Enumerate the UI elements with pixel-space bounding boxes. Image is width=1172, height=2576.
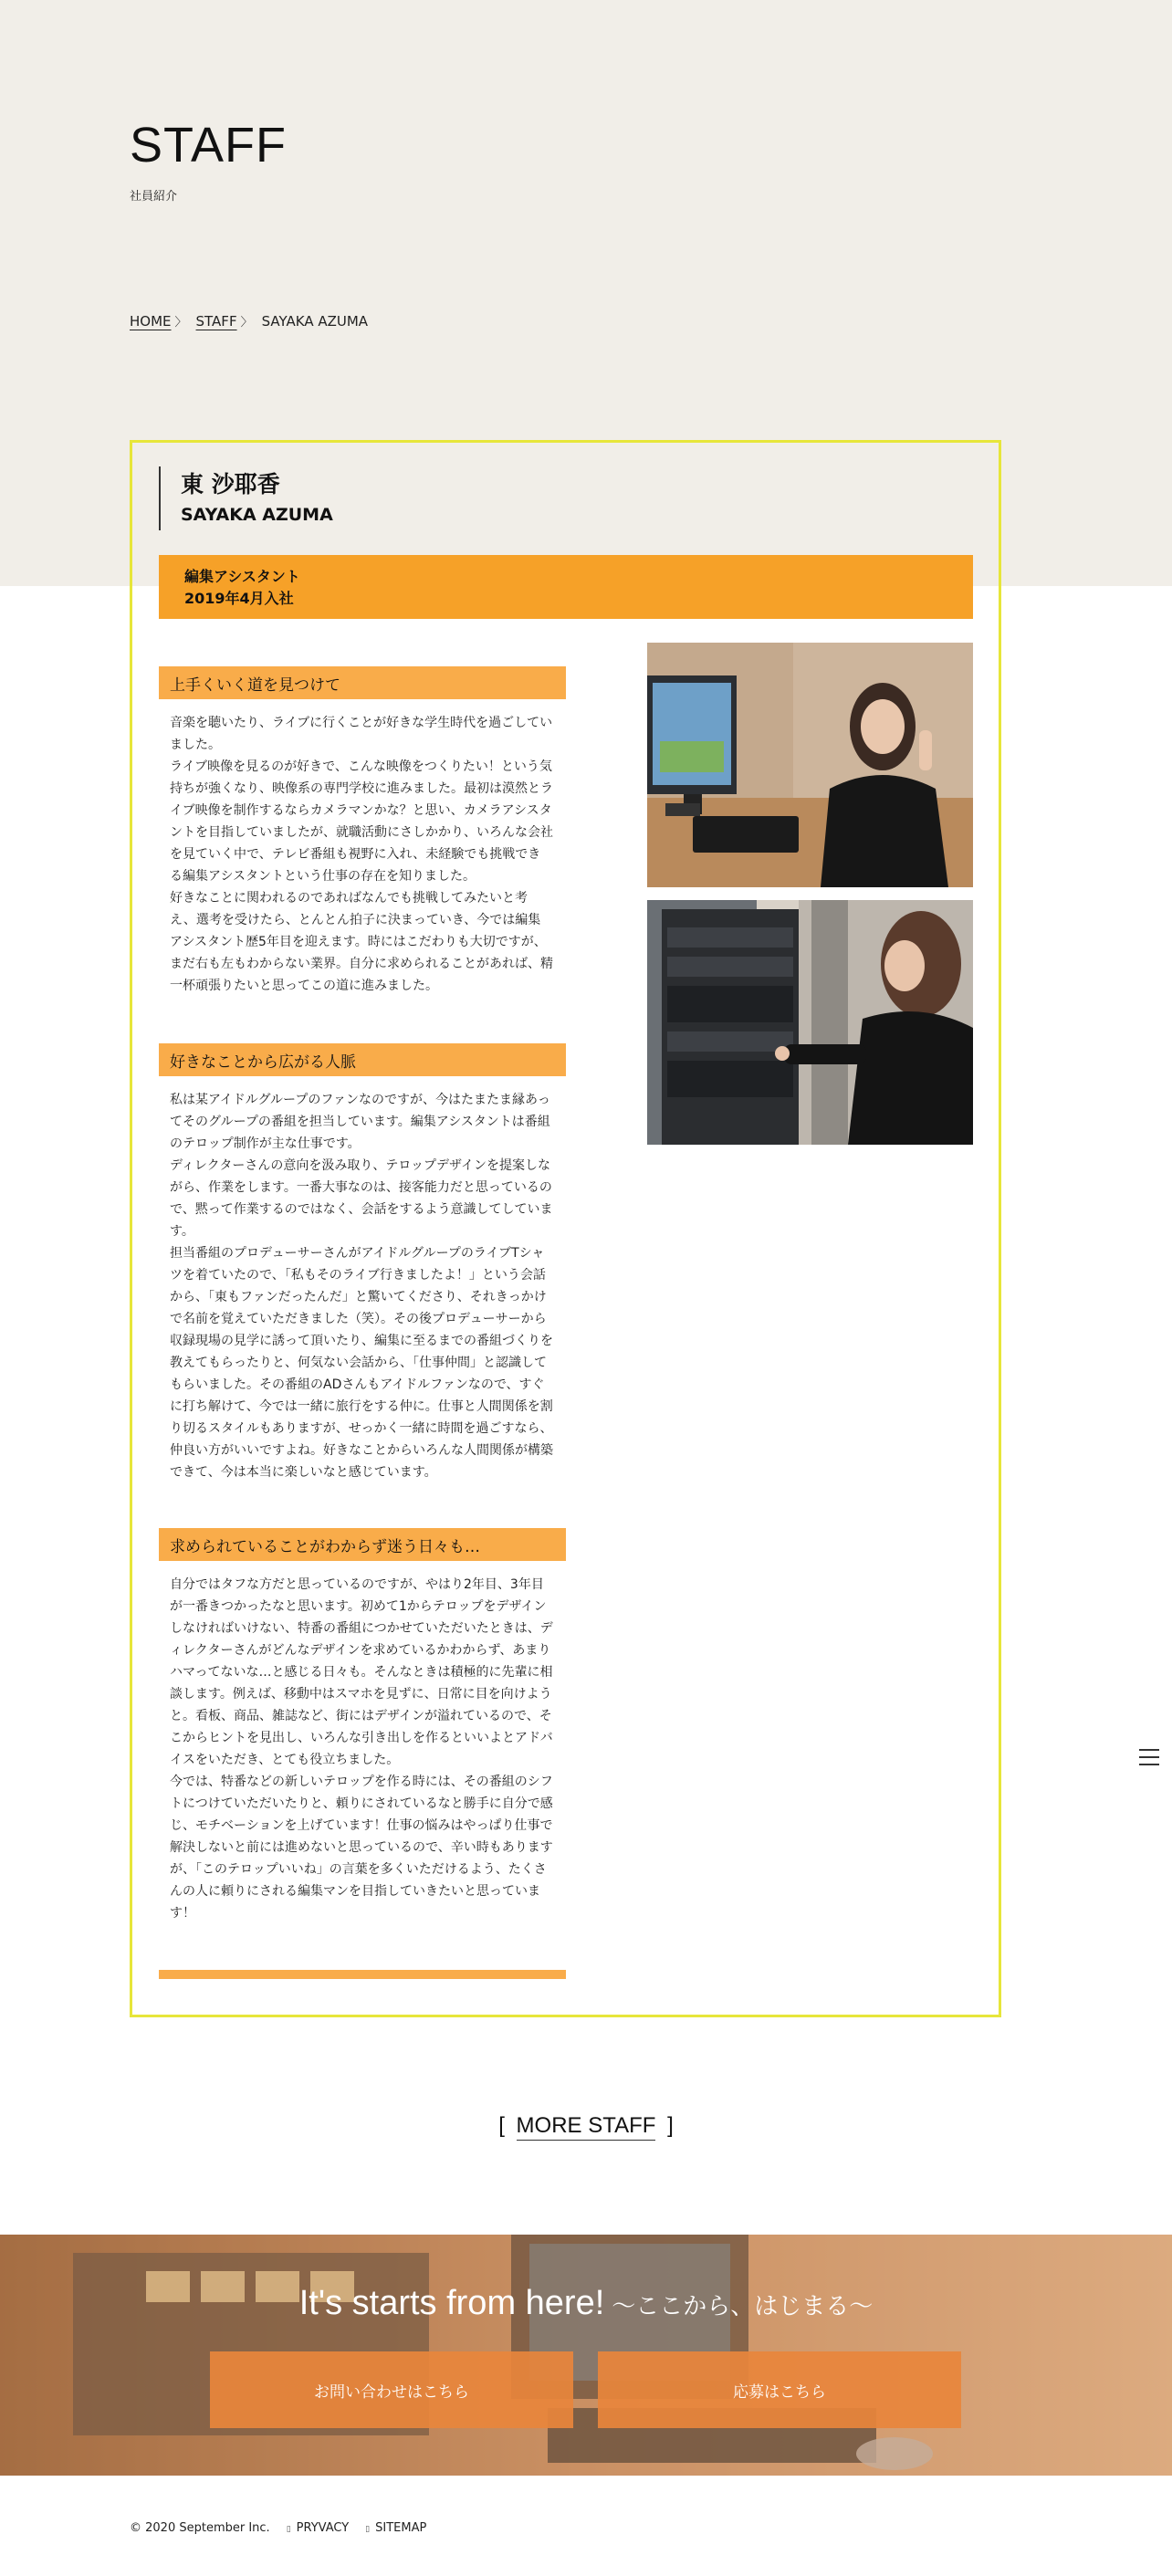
- footer-sitemap-link[interactable]: ▯ SITEMAP: [365, 2521, 426, 2535]
- cta-background-image: [0, 2235, 1172, 2476]
- page-subtitle: 社員紹介: [130, 190, 178, 204]
- breadcrumb-staff-link[interactable]: STAFF: [195, 312, 237, 330]
- footer: [130, 2521, 426, 2535]
- section-heading-1: 上手くいく道を見つけて: [159, 666, 566, 699]
- staff-photo-equipment-rack: [647, 900, 973, 1145]
- more-staff-link[interactable]: [0, 2113, 1172, 2139]
- staff-name-en: SAYAKA AZUMA: [181, 504, 333, 525]
- staff-photo-editing-desk: [647, 643, 973, 887]
- breadcrumb: [130, 312, 368, 330]
- section-end-rule: [159, 1970, 566, 1979]
- section-heading-3: 求められていることがわからず迷う日々も…: [159, 1528, 566, 1561]
- section-body-1: 音楽を聴いたり、ライブに行くことが好きな学生時代を過ごしていました。 ライブ映像を見るのが好きで、こんな映像をつくりたい！という気持ちが強くなり、映像系の専門学校に進みました。最初は漠然とライブ映像を制作するならカメラマンかな？と思い、カメラアシスタントを目指していましたが、就職活動にさしかかり、いろんな会社を見ていく中で、テレビ番組も視野に入れ、未経験でも挑戦できる編集アシスタントという仕事の存在を知りました。 好きなことに関われるのであればなんでも挑戦してみたいと考え、選考を受けたら、とんとん拍子に決まっていき、今では編集アシスタント歴5年目を迎えます。時にはこだわりも大切ですが、まだ右も左もわからない業界。自分に求められることがあれば、精一杯頑張りたいと思ってこの道に進みました。: [170, 716, 553, 993]
- cta-title: [0, 2284, 1172, 2323]
- staff-role: 編集アシスタント: [184, 568, 300, 585]
- section-heading-2: 好きなことから広がる人脈: [159, 1043, 566, 1076]
- apply-button[interactable]: 応募はこちら: [598, 2351, 961, 2428]
- staff-join-date: 2019年4月入社: [184, 590, 294, 607]
- staff-name-block: [159, 466, 333, 530]
- cta-title-en: It's starts from here!: [298, 2284, 605, 2322]
- more-staff-label[interactable]: MORE STAFF: [517, 2113, 656, 2141]
- breadcrumb-home-link[interactable]: HOME: [130, 312, 172, 330]
- footer-privacy-link[interactable]: ▯ PRYVACY: [287, 2521, 349, 2535]
- more-staff-close-bracket: ]: [667, 2113, 674, 2138]
- chevron-right-icon: 〉: [240, 316, 253, 330]
- section-body-3: 自分ではタフな方だと思っているのですが、やはり2年目、3年目が一番きつかったなと思います。初めて1からテロップをデザインしなければいけない、特番の番組につかせていただいたときは、ディレクターさんがどんなデザインを求めているかわからず、あまりハマってないな…と感じる日々も。そんなときは積極的に先輩に相談します。例えば、移動中はスマホを見ずに、日常に目を向けようと。看板、商品、雑誌など、街にはデザインが溢れているので、そこからヒントを見出し、いろんな引き出しを作るといいよとアドバイスをいただき、とても役立ちました。 今では、特番などの新しいテロップを作る時には、その番組のシフトにつけていただいたりと、頼りにされているなと勝手に自分で感じ、モチベーションを上げています！仕事の悩みはやっぱり仕事で解決しないと前には進めないと思っているので、辛い時もありますが、「このテロップいいね」の言葉を多くいただけるよう、たくさんの人に頼りにされる編集マンを目指していきたいと思っています！: [170, 1577, 553, 1921]
- page-title: STAFF: [130, 118, 287, 173]
- staff-role-bar: [159, 555, 973, 619]
- cta-title-jp: 〜ここから、はじまる〜: [612, 2292, 874, 2319]
- contact-button[interactable]: お問い合わせはこちら: [210, 2351, 573, 2428]
- breadcrumb-current: SAYAKA AZUMA: [261, 312, 369, 330]
- footer-copyright: © 2020 September Inc.: [130, 2521, 270, 2535]
- more-staff-open-bracket: [: [498, 2113, 505, 2138]
- hamburger-menu-icon[interactable]: [1139, 1749, 1159, 1767]
- chevron-right-icon: 〉: [174, 316, 187, 330]
- section-body-2: 私は某アイドルグループのファンなのですが、今はたまたま縁あってそのグループの番組を担当しています。編集アシスタントは番組のテロップ制作が主な仕事です。 ディレクターさんの意向を汲み取り、テロップデザインを提案しながら、作業をします。一番大事なのは、接客能力だと思っているので、黙って作業するのではなく、会話をするよう意識してしています。 担当番組のプロデューサーさんがアイドルグループのライブTシャツを着ていたので、「私もそのライブ行きましたよ！」という会話から、「東もファンだったんだ」と驚いてくださり、それきっかけで名前を覚えていただきました（笑）。その後プロデューサーから収録現場の見学に誘って頂いたり、編集に至るまでの番組づくりを教えてもらったりと、何気ない会話から、「仕事仲間」と認識してもらいました。その番組のADさんもアイドルファンなので、すぐに打ち解けて、今では一緒に旅行をする仲に。仕事と人間関係を割り切るスタイルもありますが、せっかく一緒に時間を過ごすなら、仲良い方がいいですよね。好きなことからいろんな人間関係が構築できて、今は本当に楽しいなと感じています。: [170, 1093, 553, 1480]
- staff-name-jp: 東 沙耶香: [181, 471, 280, 497]
